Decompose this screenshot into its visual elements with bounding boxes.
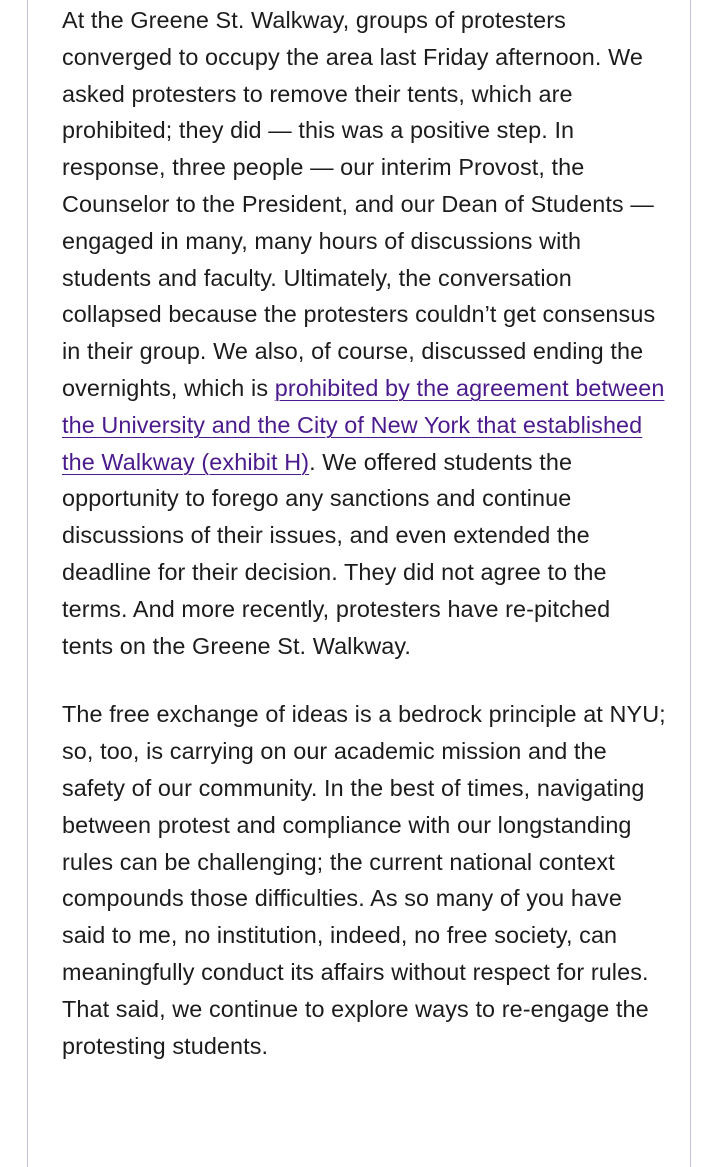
article-body bbox=[62, 2, 667, 1064]
paragraph-free-exchange: The free exchange of ideas is a bedrock principle at NYU; so, too, is carrying on our academic mission and the safety of our community. In the best of times, navigating between protest and compliance with our longstanding rules can be challenging; the current national context compounds those difficulties. As so many of you have said to me, no institution, indeed, no free society, can meaningfully conduct its affairs without respect for rules. That said, we continue to explore ways to re-engage the protesting students. bbox=[62, 701, 666, 1059]
paragraph-text-after-link: . We offered students the opportunity to forego any sanctions and continue discussions of their issues, and even extended the deadline for their decision. They did not agree to the terms. And more recently, protesters have re-pitched tents on the Greene St. Walkway. bbox=[62, 448, 611, 659]
agreement-exhibit-h-link[interactable]: prohibited by the agreement between the University and the City of New York that established the Walkway (exhibit H) bbox=[62, 374, 665, 475]
paragraph-text-before-link: At the Greene St. Walkway, groups of protesters converged to occupy the area last Friday afternoon. We asked protesters to remove their tents, which are prohibited; they did — this was a positive step. In response, three people — our interim Provost, the Counselor to the President, and our Dean of Students — engaged in many, many hours of discussions with students and faculty. Ultimately, the conversation collapsed because the protesters couldn’t get consensus in their group. We also, of course, discussed ending the overnights, which is bbox=[62, 7, 656, 401]
paragraph-greene-st-walkway bbox=[62, 2, 667, 664]
